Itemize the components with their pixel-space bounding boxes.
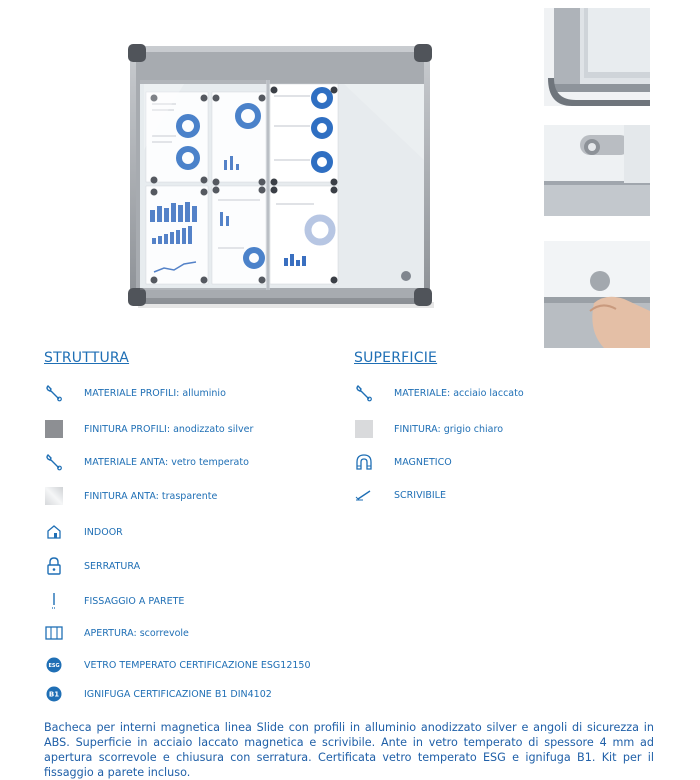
spec-materiale-superficie: MATERIALE: acciaio laccato [354, 383, 524, 403]
grey-swatch-icon [354, 419, 374, 439]
wrench-icon [44, 452, 64, 472]
spec-materiale-profili: MATERIALE PROFILI: alluminio [44, 383, 226, 403]
spec-finitura-profili: FINITURA PROFILI: anodizzato silver [44, 419, 253, 439]
struttura-title: STRUTTURA [44, 350, 130, 366]
wall-mount-icon [44, 591, 64, 611]
spec-indoor: INDOOR [44, 522, 123, 542]
spec-esg: ESG VETRO TEMPERATO CERTIFICAZIONE ESG12150 [44, 655, 311, 675]
superficie-title: SUPERFICIE [354, 350, 438, 366]
sliding-door-icon [44, 623, 64, 643]
wrench-icon [44, 383, 64, 403]
spec-materiale-anta: MATERIALE ANTA: vetro temperato [44, 452, 249, 472]
spec-finitura-superficie: FINITURA: grigio chiaro [354, 419, 503, 439]
product-image [124, 40, 436, 312]
spec-fissaggio: FISSAGGIO A PARETE [44, 591, 184, 611]
svg-text:B1: B1 [48, 690, 60, 699]
padlock-icon [44, 556, 64, 576]
silver-swatch-icon [44, 419, 64, 439]
svg-text:ESG: ESG [48, 663, 60, 669]
spec-b1: B1 IGNIFUGA CERTIFICAZIONE B1 DIN4102 [44, 684, 272, 704]
b1-badge-icon [44, 684, 64, 704]
detail-image-corner [544, 8, 650, 106]
spec-scrivibile: SCRIVIBILE [354, 485, 446, 505]
wrench-icon [354, 383, 374, 403]
spec-serratura: SERRATURA [44, 556, 140, 576]
spec-apertura: APERTURA: scorrevole [44, 623, 189, 643]
esg-badge-icon [44, 655, 64, 675]
product-description: Bacheca per interni magnetica linea Slide con profili in alluminio anodizzato silver e angoli di sicurezza in ABS. Superficie in acciaio laccato magnetica e scrivibile. Ante in vetro temperato di spessore 4 mm ad apertura scorrevole e chiusura con serratura. Certificata vetro temperato ESG e ignifuga B1. Kit per il fissaggio a parete incluso. [44, 721, 654, 779]
spec-finitura-anta: FINITURA ANTA: trasparente [44, 486, 217, 506]
magnet-icon [354, 452, 374, 472]
detail-image-sliding [544, 241, 650, 348]
pen-icon [354, 485, 374, 505]
spec-magnetico: MAGNETICO [354, 452, 452, 472]
glass-swatch-icon [44, 486, 64, 506]
indoor-house-icon [44, 522, 64, 542]
detail-image-lock [544, 125, 650, 216]
